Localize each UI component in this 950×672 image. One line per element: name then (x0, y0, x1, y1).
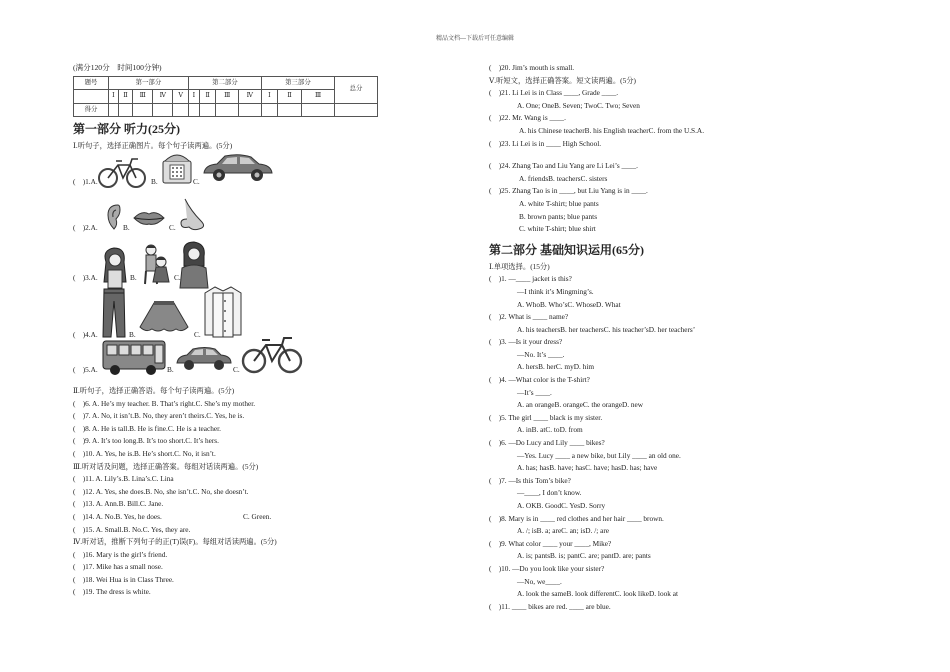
mc-dialogue-line: —____, I don’t know. (517, 488, 582, 498)
question-item: ( )21. Li Lei is in Class ____, Grade ____. (489, 88, 619, 98)
question-item: ( )13. A. Ann.B. Bill.C. Jane. (73, 499, 164, 509)
shirt-icon (203, 285, 243, 339)
question-item: ( )8. A. He is tall.B. He is fine.C. He is a teacher. (73, 423, 221, 433)
mc-options: A. an orangeB. orangeC. the orangeD. new (517, 400, 644, 410)
option-b-label: B. (123, 222, 130, 232)
question-item: ( )9. A. It’s too long.B. It’s too short.C. It’s hers. (73, 436, 219, 446)
right-column (489, 62, 779, 613)
option-b-label: B. (151, 176, 158, 186)
part2-title: 第二部分 基础知识运用(65分) (489, 242, 644, 257)
option-c-label: C. (193, 176, 200, 186)
mc-question: ( )3. —Is it your dress? (489, 337, 563, 347)
picture-question-5 (73, 349, 403, 385)
score-col: Ⅴ (173, 90, 188, 104)
mc-question: ( )6. —Do Lucy and Lily ____ bikes? (489, 438, 605, 448)
mc-options: A. is; pantsB. is; pantC. are; pantD. are; pants (517, 551, 651, 561)
mc-dialogue-line: —It’s ____. (517, 387, 552, 397)
score-group-1: 第一部分 (109, 76, 189, 90)
question-item: ( )24. Zhang Tao and Liu Yang are Li Lei’s ____. (489, 161, 638, 171)
question-item: ( )10. A. Yes, he is.B. He’s short.C. No, it isn’t. (73, 448, 216, 458)
telephone-icon (161, 151, 193, 185)
score-group-3: 第三部分 (261, 76, 334, 90)
page-header: 精品文档---下载后可任意编辑 (436, 36, 514, 42)
question-number: ( )3.A. (73, 272, 98, 282)
option-b-label: B. (167, 364, 174, 374)
section-title: Ⅳ.听对话，推断下列句子的正(T)误(F)。每组对话读两遍。(5分) (73, 537, 277, 547)
mouth-icon (132, 209, 166, 227)
ear-icon (106, 203, 122, 231)
skirt-icon (136, 299, 192, 335)
picture-question-1 (73, 153, 403, 197)
woman-icon (176, 240, 210, 290)
mc-options: A. look the sameB. look differentC. look likeD. look at (517, 589, 678, 599)
question-item: ( )23. Li Lei is in ____ High School. (489, 138, 602, 148)
score-col: Ⅳ (238, 90, 261, 104)
option-c-label: C. (174, 272, 181, 282)
score-col: Ⅳ (153, 90, 173, 104)
question-options: C. white T-shirt; blue shirt (519, 224, 596, 234)
score-table (73, 76, 378, 118)
children-icon (137, 242, 171, 288)
question-options: A. his Chinese teacherB. his English teacherC. from the U.S.A. (519, 125, 705, 135)
question-options: A. friendsB. teachersC. sisters (519, 173, 608, 183)
score-table-label: 题号 (74, 76, 109, 90)
bicycle-icon (240, 335, 304, 375)
question-item: ( )11. ____ bikes are red. ____ are blue. (489, 601, 611, 611)
question-item: ( )17. Mike has a small nose. (73, 562, 163, 572)
mc-options: A. WhoB. Who’sC. WhoseD. What (517, 299, 621, 309)
mc-options: A. hersB. herC. myD. him (517, 362, 595, 372)
car-icon (175, 345, 233, 373)
girl-icon (100, 244, 130, 290)
mc-question: ( )1. —____ jacket is this? (489, 274, 572, 284)
section-title: Ⅰ.单项选择。(15分) (489, 261, 550, 271)
score-col: Ⅰ (188, 90, 199, 104)
mc-dialogue-line: —No. It’s ____. (517, 349, 565, 359)
question-14-ab: ( )14. A. No.B. Yes, he does. (73, 511, 162, 521)
score-col: Ⅲ (133, 90, 153, 104)
option-c-label: C. (194, 329, 201, 339)
mc-question: ( )5. The girl ____ black is my sister. (489, 412, 603, 422)
mc-question: ( )9. What color ____ your ____, Mike? (489, 538, 612, 548)
section-title: Ⅲ.听对话及问题，选择正确答案。每组对话读两遍。(5分) (73, 461, 259, 471)
mc-dialogue-line: —I think it’s Mingming’s. (517, 286, 594, 296)
score-col: Ⅰ (109, 90, 119, 104)
question-item: ( )20. Jim’s mouth is small. (489, 63, 575, 72)
mc-options: A. has; hasB. have; hasC. have; hasD. has; have (517, 463, 658, 473)
question-item (73, 511, 403, 524)
mc-question: ( )10. —Do you look like your sister? (489, 563, 605, 573)
mc-dialogue-line: —No, we____. (517, 576, 562, 586)
score-row-label: 得分 (74, 103, 109, 117)
mc-question: ( )8. Mary is in ____ red clothes and her hair ____ brown. (489, 513, 664, 523)
question-item: ( )12. A. Yes, she does.B. No, she isn’t.C. No, she doesn’t. (73, 486, 249, 496)
picture-question-2 (73, 197, 403, 248)
score-group-2: 第二部分 (188, 76, 261, 90)
part1-title: 第一部分 听力(25分) (73, 122, 180, 137)
option-c-label: C. (169, 222, 176, 232)
score-col: Ⅲ (216, 90, 238, 104)
mc-options: A. his teachersB. her teachersC. his teacher’sD. her teachers’ (517, 324, 696, 334)
mc-options: A. inB. atC. toD. from (517, 425, 583, 435)
question-number: ( )4.A. (73, 329, 98, 339)
mc-question: ( )2. What is ____ name? (489, 312, 569, 322)
multiple-choice-list (489, 273, 779, 600)
score-col: Ⅱ (118, 90, 133, 104)
section-title: Ⅰ.听句子，选择正确图片。每个句子读两遍。(5分) (73, 141, 233, 151)
question-number: ( )2.A. (73, 222, 98, 232)
question-item: ( )7. A. No, it isn’t.B. No, they aren’t theirs.C. Yes, he is. (73, 411, 245, 421)
score-col: Ⅱ (277, 90, 301, 104)
exam-info: (满分120分 时间100分钟) (73, 63, 162, 72)
question-item: ( )15. A. Small.B. No.C. Yes, they are. (73, 524, 191, 534)
mc-question: ( )4. —What color is the T-shirt? (489, 375, 590, 385)
question-options: A. white T-shirt; blue pants (519, 198, 599, 208)
question-options: B. brown pants; blue pants (519, 211, 598, 221)
score-col: Ⅱ (199, 90, 216, 104)
mc-dialogue-line: —Yes. Lucy ____ a new bike, but Lily ____ an old one. (517, 450, 681, 460)
mc-options: A. OKB. GoodC. YesD. Sorry (517, 501, 606, 510)
question-item: ( )18. Wei Hua is in Class Three. (73, 574, 174, 584)
question-item: ( )19. The dress is white. (73, 587, 151, 597)
mc-question: ( )7. —Is this Tom’s bike? (489, 475, 571, 485)
question-item: ( )22. Mr. Wang is ____. (489, 113, 566, 123)
question-number: ( )5.A. (73, 364, 98, 374)
question-number: ( )1.A. (73, 176, 98, 186)
score-total-label: 总分 (335, 76, 378, 103)
question-14-c: C. Green. (243, 511, 272, 521)
left-column (73, 62, 403, 599)
bus-icon (101, 337, 167, 377)
section-title: Ⅱ.听句子，选择正确答语。每个句子读两遍。(5分) (73, 385, 235, 395)
score-col: Ⅲ (302, 90, 335, 104)
question-item: ( )6. A. He’s my teacher. B. That’s right.C. She’s my mother. (73, 398, 256, 408)
question-item: ( )11. A. Lily’s.B. Lina’s.C. Lina (73, 474, 174, 484)
score-col: Ⅰ (261, 90, 277, 104)
bicycle-icon (96, 155, 148, 189)
trousers-icon (101, 287, 127, 339)
option-b-label: B. (129, 329, 136, 339)
mc-options: A. /; isB. a; areC. an; isD. /; are (517, 526, 610, 536)
question-options: A. One; OneB. Seven; TwoC. Two; Seven (517, 100, 640, 110)
car-icon (201, 151, 275, 185)
question-item: ( )25. Zhang Tao is in ____, but Liu Yang is in ____. (489, 186, 648, 196)
nose-icon (177, 197, 209, 233)
option-b-label: B. (130, 272, 137, 282)
question-item: ( )16. Mary is the girl’s friend. (73, 549, 168, 559)
option-c-label: C. (233, 364, 240, 374)
section-title: Ⅴ.听短文，选择正确答案。短文读两遍。(5分) (489, 75, 636, 85)
